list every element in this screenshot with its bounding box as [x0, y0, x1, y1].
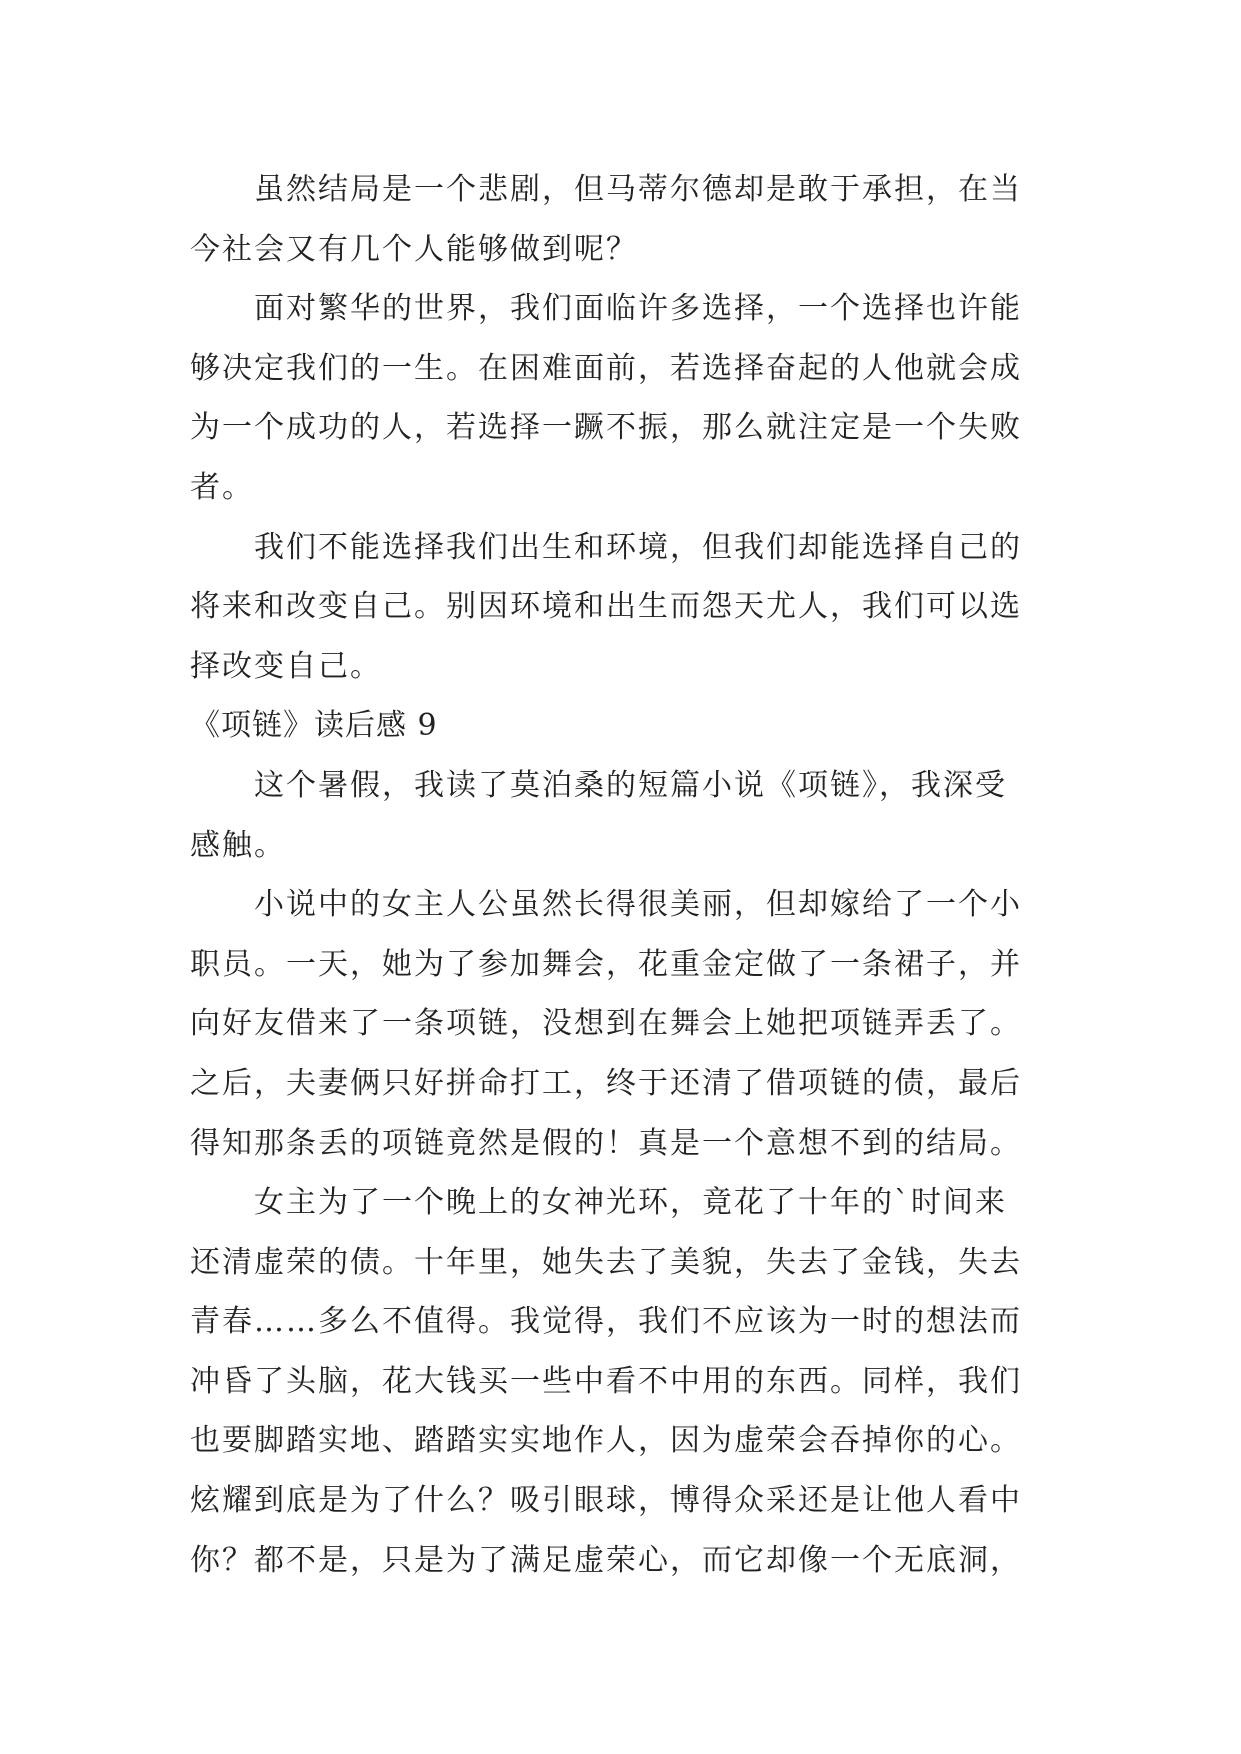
text-line: 择改变自己。: [190, 648, 382, 684]
text-line: 这个暑假，我读了莫泊桑的短篇小说《项链》，我深受: [254, 767, 1007, 803]
section-heading: 《项链》读后感 9: [190, 708, 438, 744]
paragraph-1: [190, 160, 1075, 279]
text-line: 冲昏了头脑，花大钱买一些中看不中用的东西。同样，我们: [190, 1363, 1022, 1399]
text-line: 今社会又有几个人能够做到呢？: [190, 231, 638, 267]
text-line: 得知那条丢的项链竟然是假的！真是一个意想不到的结局。: [190, 1125, 1022, 1161]
text-line: 面对繁华的世界，我们面临许多选择，一个选择也许能: [254, 291, 1022, 327]
text-line: 向好友借来了一条项链，没想到在舞会上她把项链弄丢了。: [190, 1006, 1022, 1042]
text-line: 感触。: [190, 827, 286, 863]
text-line: 也要脚踏实地、踏踏实实地作人，因为虚荣会吞掉你的心。: [190, 1423, 1022, 1459]
text-line: 我们不能选择我们出生和环境，但我们却能选择自己的: [254, 529, 1022, 565]
paragraph-3: [190, 518, 1075, 697]
text-line: 你？都不是，只是为了满足虚荣心，而它却像一个无底洞，: [190, 1542, 1022, 1578]
text-line: 女主为了一个晚上的女神光环，竟花了十年的`时间来: [254, 1185, 1007, 1221]
text-line: 小说中的女主人公虽然长得很美丽，但却嫁给了一个小: [254, 887, 1022, 923]
paragraph-5: [190, 875, 1075, 1173]
text-line: 青春……多么不值得。我觉得，我们不应该为一时的想法而: [190, 1304, 1022, 1340]
text-line: 之后，夫妻俩只好拼命打工，终于还清了借项链的债，最后: [190, 1065, 1022, 1101]
text-line: 还清虚荣的债。十年里，她失去了美貌，失去了金钱，失去: [190, 1244, 1022, 1280]
paragraph-4: [190, 756, 1075, 875]
text-line: 将来和改变自己。别因环境和出生而怨天尤人，我们可以选: [190, 589, 1022, 625]
text-line: 者。: [190, 469, 254, 505]
paragraph-2: [190, 279, 1075, 517]
text-line: 炫耀到底是为了什么？吸引眼球，博得众采还是让他人看中: [190, 1483, 1022, 1519]
body-text: [190, 160, 1075, 1590]
paragraph-6: [190, 1173, 1075, 1590]
text-line: 够决定我们的一生。在困难面前，若选择奋起的人他就会成: [190, 350, 1022, 386]
text-line: 虽然结局是一个悲剧，但马蒂尔德却是敢于承担，在当: [254, 172, 1022, 207]
text-line: 职员。一天，她为了参加舞会，花重金定做了一条裙子，并: [190, 946, 1022, 982]
text-line: 为一个成功的人，若选择一蹶不振，那么就注定是一个失败: [190, 410, 1022, 446]
